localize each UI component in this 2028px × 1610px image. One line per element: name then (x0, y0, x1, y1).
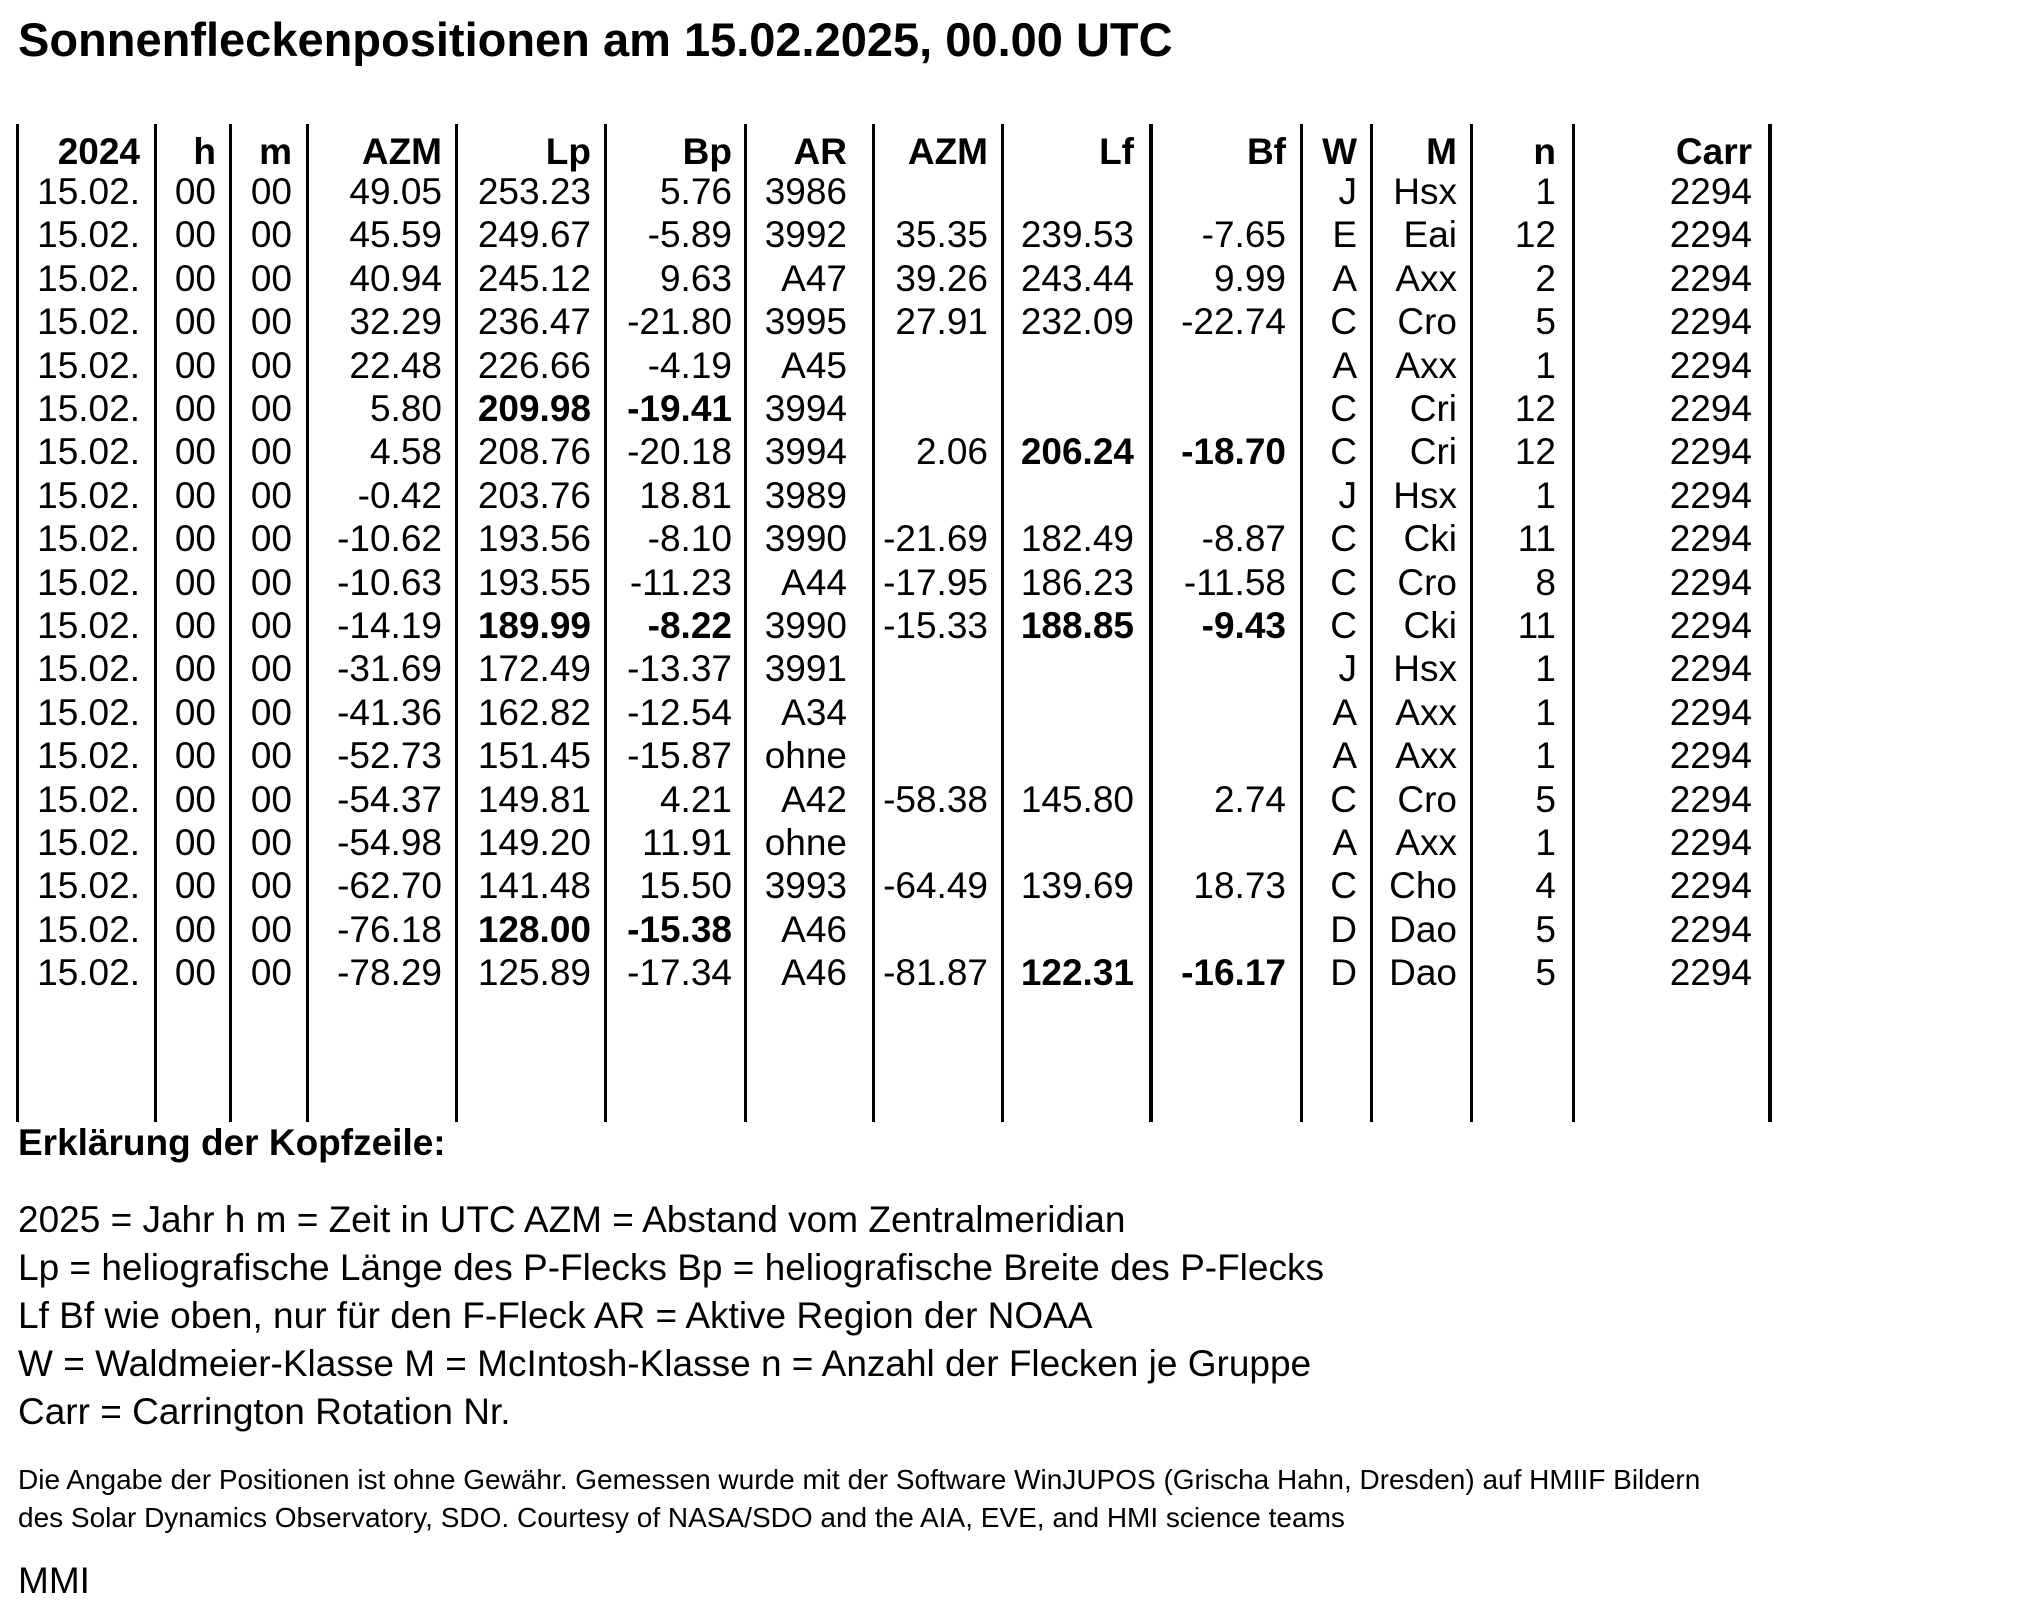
cell-m-class: Axx (1395, 691, 1457, 733)
cell-bp: -21.80 (627, 301, 732, 343)
cell-lp: 193.56 (477, 518, 591, 560)
cell-m: 00 (250, 605, 292, 646)
cell-w: C (1330, 518, 1357, 560)
cell-bf: -16.17 (1181, 952, 1286, 994)
cell-ar: A46 (781, 952, 847, 994)
cell-azm-f: -81.87 (883, 952, 988, 994)
cell-azm-f: -21.69 (883, 518, 988, 560)
cell-w: D (1330, 952, 1357, 994)
cell-m-class: Cri (1409, 431, 1457, 473)
cell-m-class: Dao (1389, 908, 1457, 950)
cell-lp: 125.89 (477, 952, 591, 994)
cell-ar: A44 (781, 561, 847, 603)
cell-ar: A42 (781, 778, 847, 820)
cell-h: 00 (174, 691, 216, 733)
cell-bp: -20.18 (627, 431, 732, 473)
cell-m: 00 (250, 778, 292, 820)
cell-w: C (1330, 301, 1357, 343)
cell-year: 15.02. (37, 605, 140, 646)
cell-n: 1 (1535, 735, 1556, 777)
cell-azm-p: 45.59 (349, 214, 442, 256)
cell-year: 15.02. (37, 257, 140, 299)
cell-m: 00 (250, 735, 292, 777)
cell-carr: 2294 (1669, 778, 1752, 820)
cell-ar: 3992 (764, 214, 847, 256)
cell-azm-f: 27.91 (895, 301, 988, 343)
header-bf: Bf (1246, 131, 1286, 172)
cell-azm-p: 40.94 (349, 257, 442, 299)
header-w: W (1322, 131, 1357, 172)
column-separator (154, 124, 157, 1122)
column-separator (604, 124, 607, 1122)
explanation-title: Erklärung der Kopfzeile: (18, 1122, 446, 1163)
cell-n: 12 (1514, 388, 1556, 429)
cell-h: 00 (174, 518, 216, 560)
page-title: Sonnenfleckenpositionen am 15.02.2025, 00.00 UTC (18, 13, 1173, 66)
column-separator (16, 124, 19, 1122)
cell-azm-p: -0.42 (357, 474, 442, 516)
cell-azm-f: 35.35 (895, 214, 988, 256)
cell-bp: -17.34 (627, 952, 732, 994)
cell-carr: 2294 (1669, 952, 1752, 994)
cell-azm-p: 49.05 (349, 171, 442, 212)
sunspot-table (0, 124, 2028, 1122)
cell-w: D (1330, 908, 1357, 950)
cell-year: 15.02. (37, 171, 140, 212)
cell-m: 00 (250, 865, 292, 907)
cell-year: 15.02. (37, 908, 140, 950)
cell-bf: -18.70 (1181, 431, 1286, 473)
cell-m: 00 (250, 474, 292, 516)
cell-m-class: Cro (1397, 561, 1457, 603)
cell-bp: -15.87 (627, 735, 732, 777)
cell-n: 2 (1535, 257, 1556, 299)
cell-lp: 141.48 (477, 865, 591, 907)
cell-n: 1 (1535, 822, 1556, 863)
cell-lf: 139.69 (1020, 865, 1134, 907)
cell-bp: -8.22 (647, 605, 732, 646)
cell-carr: 2294 (1669, 431, 1752, 473)
cell-lp: 172.49 (477, 648, 591, 690)
cell-year: 15.02. (37, 648, 140, 690)
column-separator (1370, 124, 1373, 1122)
cell-lp: 203.76 (477, 474, 591, 516)
cell-bp: -19.41 (627, 388, 732, 429)
cell-ar: A45 (781, 344, 847, 386)
cell-lp: 193.55 (477, 561, 591, 603)
disclaimer-line-1: Die Angabe der Positionen ist ohne Gewähr. Gemessen wurde mit der Software WinJUPOS (Grischa Hahn, Dresden) auf HMIIF Bildern (18, 1464, 1701, 1495)
cell-azm-f: 2.06 (915, 431, 988, 473)
cell-azm-p: 4.58 (369, 431, 442, 473)
cell-n: 1 (1535, 691, 1556, 733)
cell-year: 15.02. (37, 865, 140, 907)
cell-m-class: Axx (1395, 735, 1457, 777)
cell-bf: -11.58 (1183, 561, 1286, 603)
cell-lf: 206.24 (1020, 431, 1134, 473)
cell-h: 00 (174, 908, 216, 950)
cell-bp: -5.89 (647, 214, 732, 256)
cell-h: 00 (174, 301, 216, 343)
cell-lp: 209.98 (477, 388, 591, 429)
cell-m-class: Hsx (1393, 648, 1457, 690)
cell-ar: 3994 (764, 431, 847, 473)
cell-year: 15.02. (37, 952, 140, 994)
cell-ar: ohne (764, 735, 847, 777)
header-ar: AR (793, 131, 847, 172)
cell-bp: -12.54 (627, 691, 732, 733)
cell-lf: 145.80 (1020, 778, 1134, 820)
cell-n: 11 (1517, 518, 1556, 560)
header-azm-p: AZM (361, 131, 442, 172)
cell-bf: 2.74 (1213, 778, 1286, 820)
cell-lf: 243.44 (1020, 257, 1134, 299)
cell-m-class: Hsx (1393, 171, 1457, 212)
cell-n: 5 (1535, 778, 1556, 820)
explanation-line-4: W = Waldmeier-Klasse M = McIntosh-Klasse n = Anzahl der Flecken je Gruppe (18, 1343, 1312, 1384)
cell-azm-p: -10.63 (337, 561, 442, 603)
header-lp: Lp (545, 131, 591, 172)
column-separator (455, 124, 458, 1122)
cell-azm-f: -15.33 (883, 605, 988, 646)
cell-h: 00 (174, 778, 216, 820)
cell-h: 00 (174, 171, 216, 212)
cell-year: 15.02. (37, 735, 140, 777)
cell-h: 00 (174, 605, 216, 646)
column-separator (744, 124, 747, 1122)
explanation-line-3: Lf Bf wie oben, nur für den F-Fleck AR = Aktive Region der NOAA (18, 1295, 1093, 1336)
cell-year: 15.02. (37, 388, 140, 429)
cell-w: C (1330, 561, 1357, 603)
column-separator (1572, 124, 1575, 1122)
cell-bf: 9.99 (1213, 257, 1286, 299)
cell-ar: 3990 (764, 605, 847, 646)
cell-m: 00 (250, 301, 292, 343)
cell-ar: A47 (781, 257, 847, 299)
cell-m-class: Axx (1395, 257, 1457, 299)
cell-lf: 122.31 (1020, 952, 1134, 994)
cell-h: 00 (174, 648, 216, 690)
cell-carr: 2294 (1669, 518, 1752, 560)
cell-year: 15.02. (37, 431, 140, 473)
cell-bf: 18.73 (1193, 865, 1286, 907)
cell-h: 00 (174, 214, 216, 256)
cell-n: 12 (1514, 431, 1556, 473)
cell-year: 15.02. (37, 301, 140, 343)
column-separator (1001, 124, 1004, 1122)
cell-m: 00 (250, 214, 292, 256)
cell-m-class: Cro (1397, 301, 1457, 343)
cell-h: 00 (174, 257, 216, 299)
cell-w: A (1332, 735, 1357, 777)
cell-carr: 2294 (1669, 822, 1752, 863)
cell-carr: 2294 (1669, 388, 1752, 429)
cell-lp: 128.00 (477, 908, 591, 950)
cell-m: 00 (250, 257, 292, 299)
cell-m-class: Axx (1395, 344, 1457, 386)
cell-azm-p: -14.19 (337, 605, 442, 646)
cell-lp: 149.81 (477, 778, 591, 820)
cell-h: 00 (174, 388, 216, 429)
header-m: m (259, 131, 292, 172)
cell-carr: 2294 (1669, 735, 1752, 777)
cell-bp: 11.91 (642, 822, 732, 863)
disclaimer-line-2: des Solar Dynamics Observatory, SDO. Courtesy of NASA/SDO and the AIA, EVE, and HMI science teams (18, 1502, 1345, 1533)
cell-w: A (1332, 822, 1357, 863)
cell-year: 15.02. (37, 778, 140, 820)
cell-bp: -8.10 (647, 518, 732, 560)
cell-ar: 3991 (764, 648, 847, 690)
cell-m: 00 (250, 561, 292, 603)
cell-m: 00 (250, 822, 292, 863)
cell-h: 00 (174, 865, 216, 907)
cell-m-class: Eai (1403, 214, 1457, 256)
cell-year: 15.02. (37, 691, 140, 733)
cell-bp: 15.50 (639, 865, 732, 907)
cell-w: E (1332, 214, 1357, 256)
cell-bp: 9.63 (659, 257, 732, 299)
header-n: n (1533, 131, 1556, 172)
cell-m-class: Cro (1397, 778, 1457, 820)
cell-azm-p: 22.48 (349, 344, 442, 386)
cell-bf: -7.65 (1201, 214, 1286, 256)
cell-h: 00 (174, 344, 216, 386)
cell-n: 1 (1535, 648, 1556, 690)
cell-azm-p: -31.69 (337, 648, 442, 690)
cell-ar: 3994 (764, 388, 847, 429)
cell-w: J (1338, 648, 1357, 690)
cell-lf: 188.85 (1020, 605, 1134, 646)
cell-lp: 226.66 (477, 344, 591, 386)
cell-m: 00 (250, 648, 292, 690)
cell-azm-p: -78.29 (337, 952, 442, 994)
explanation-line-1: 2025 = Jahr h m = Zeit in UTC AZM = Abstand vom Zentralmeridian (18, 1199, 1126, 1240)
cell-azm-f: -64.49 (883, 865, 988, 907)
cell-m: 00 (250, 691, 292, 733)
cell-azm-p: -52.73 (337, 735, 442, 777)
cell-lp: 208.76 (477, 431, 591, 473)
cell-azm-p: -62.70 (337, 865, 442, 907)
column-separator (229, 124, 232, 1122)
cell-n: 5 (1535, 908, 1556, 950)
cell-azm-p: -76.18 (337, 908, 442, 950)
cell-azm-f: -58.38 (883, 778, 988, 820)
cell-carr: 2294 (1669, 474, 1752, 516)
cell-year: 15.02. (37, 474, 140, 516)
cell-year: 15.02. (37, 561, 140, 603)
cell-carr: 2294 (1669, 691, 1752, 733)
cell-h: 00 (174, 822, 216, 863)
cell-year: 15.02. (37, 344, 140, 386)
cell-lf: 239.53 (1020, 214, 1134, 256)
cell-bp: 18.81 (639, 474, 732, 516)
cell-m: 00 (250, 388, 292, 429)
cell-carr: 2294 (1669, 561, 1752, 603)
cell-carr: 2294 (1669, 214, 1752, 256)
cell-w: J (1338, 171, 1357, 212)
cell-azm-p: 32.29 (349, 301, 442, 343)
cell-carr: 2294 (1669, 171, 1752, 212)
cell-bp: 4.21 (659, 778, 732, 820)
cell-bp: -4.19 (647, 344, 732, 386)
cell-lp: 236.47 (477, 301, 591, 343)
cell-m: 00 (250, 344, 292, 386)
cell-w: A (1332, 691, 1357, 733)
cell-m: 00 (250, 952, 292, 994)
cell-n: 1 (1535, 171, 1556, 212)
cell-n: 12 (1514, 214, 1556, 256)
column-separator (1768, 124, 1772, 1122)
cell-azm-p: -54.98 (337, 822, 442, 863)
cell-w: C (1330, 431, 1357, 473)
cell-ar: 3990 (764, 518, 847, 560)
cell-bp: 5.76 (659, 171, 732, 212)
cell-ar: A46 (781, 908, 847, 950)
cell-bp: -15.38 (627, 908, 732, 950)
cell-m-class: Cki (1403, 605, 1457, 646)
cell-bp: -11.23 (629, 561, 732, 603)
cell-bp: -13.37 (627, 648, 732, 690)
cell-w: C (1330, 605, 1357, 646)
cell-h: 00 (174, 561, 216, 603)
cell-carr: 2294 (1669, 344, 1752, 386)
cell-azm-f: 39.26 (895, 257, 988, 299)
cell-lp: 249.67 (477, 214, 591, 256)
cell-lf: 186.23 (1020, 561, 1134, 603)
cell-ar: 3989 (764, 474, 847, 516)
cell-w: C (1330, 388, 1357, 429)
cell-m: 00 (250, 171, 292, 212)
cell-m-class: Axx (1395, 822, 1457, 863)
column-separator (1470, 124, 1473, 1122)
cell-m-class: Cri (1409, 388, 1457, 429)
cell-ar: 3986 (764, 171, 847, 212)
header-year: 2024 (57, 131, 140, 172)
explanation-line-2: Lp = heliografische Länge des P-Flecks Bp = heliografische Breite des P-Flecks (18, 1247, 1324, 1288)
cell-carr: 2294 (1669, 605, 1752, 646)
cell-n: 5 (1535, 952, 1556, 994)
cell-m-class: Cki (1403, 518, 1457, 560)
cell-w: A (1332, 344, 1357, 386)
cell-azm-p: -41.36 (337, 691, 442, 733)
header-m-class: M (1426, 131, 1457, 172)
cell-lf: 182.49 (1020, 518, 1134, 560)
cell-year: 15.02. (37, 214, 140, 256)
header-carr: Carr (1675, 131, 1752, 172)
column-separator (306, 124, 309, 1122)
cell-n: 11 (1517, 605, 1556, 646)
cell-w: C (1330, 865, 1357, 907)
signature: MMI (18, 1560, 90, 1601)
cell-h: 00 (174, 431, 216, 473)
cell-m-class: Cho (1389, 865, 1457, 907)
cell-m: 00 (250, 431, 292, 473)
cell-lf: 232.09 (1020, 301, 1134, 343)
cell-ar: ohne (764, 822, 847, 863)
cell-m-class: Hsx (1393, 474, 1457, 516)
cell-n: 4 (1535, 865, 1556, 907)
cell-m: 00 (250, 518, 292, 560)
cell-carr: 2294 (1669, 257, 1752, 299)
cell-carr: 2294 (1669, 908, 1752, 950)
explanation-line-5: Carr = Carrington Rotation Nr. (18, 1391, 511, 1432)
column-separator (872, 124, 875, 1122)
cell-w: C (1330, 778, 1357, 820)
cell-bf: -9.43 (1201, 605, 1286, 646)
cell-lp: 149.20 (477, 822, 591, 863)
cell-azm-p: 5.80 (369, 388, 442, 429)
cell-w: A (1332, 257, 1357, 299)
cell-h: 00 (174, 735, 216, 777)
cell-n: 1 (1535, 474, 1556, 516)
header-lf: Lf (1099, 131, 1134, 172)
cell-lp: 151.45 (477, 735, 591, 777)
column-separator (1300, 124, 1303, 1122)
cell-bf: -8.87 (1201, 518, 1286, 560)
cell-lp: 162.82 (477, 691, 591, 733)
cell-lp: 253.23 (477, 171, 591, 212)
cell-carr: 2294 (1669, 865, 1752, 907)
header-bp: Bp (682, 131, 732, 172)
cell-lp: 189.99 (477, 605, 591, 646)
cell-n: 5 (1535, 301, 1556, 343)
header-h: h (193, 131, 216, 172)
cell-n: 8 (1535, 561, 1556, 603)
cell-m: 00 (250, 908, 292, 950)
cell-lp: 245.12 (477, 257, 591, 299)
cell-ar: 3993 (764, 865, 847, 907)
column-separator (1149, 124, 1153, 1122)
cell-carr: 2294 (1669, 648, 1752, 690)
cell-ar: 3995 (764, 301, 847, 343)
cell-m-class: Dao (1389, 952, 1457, 994)
cell-ar: A34 (781, 691, 847, 733)
cell-h: 00 (174, 474, 216, 516)
cell-n: 1 (1535, 344, 1556, 386)
cell-w: J (1338, 474, 1357, 516)
cell-h: 00 (174, 952, 216, 994)
cell-azm-p: -10.62 (337, 518, 442, 560)
header-azm-f: AZM (907, 131, 988, 172)
cell-carr: 2294 (1669, 301, 1752, 343)
cell-year: 15.02. (37, 822, 140, 863)
cell-year: 15.02. (37, 518, 140, 560)
cell-bf: -22.74 (1181, 301, 1286, 343)
cell-azm-f: -17.95 (883, 561, 988, 603)
cell-azm-p: -54.37 (337, 778, 442, 820)
